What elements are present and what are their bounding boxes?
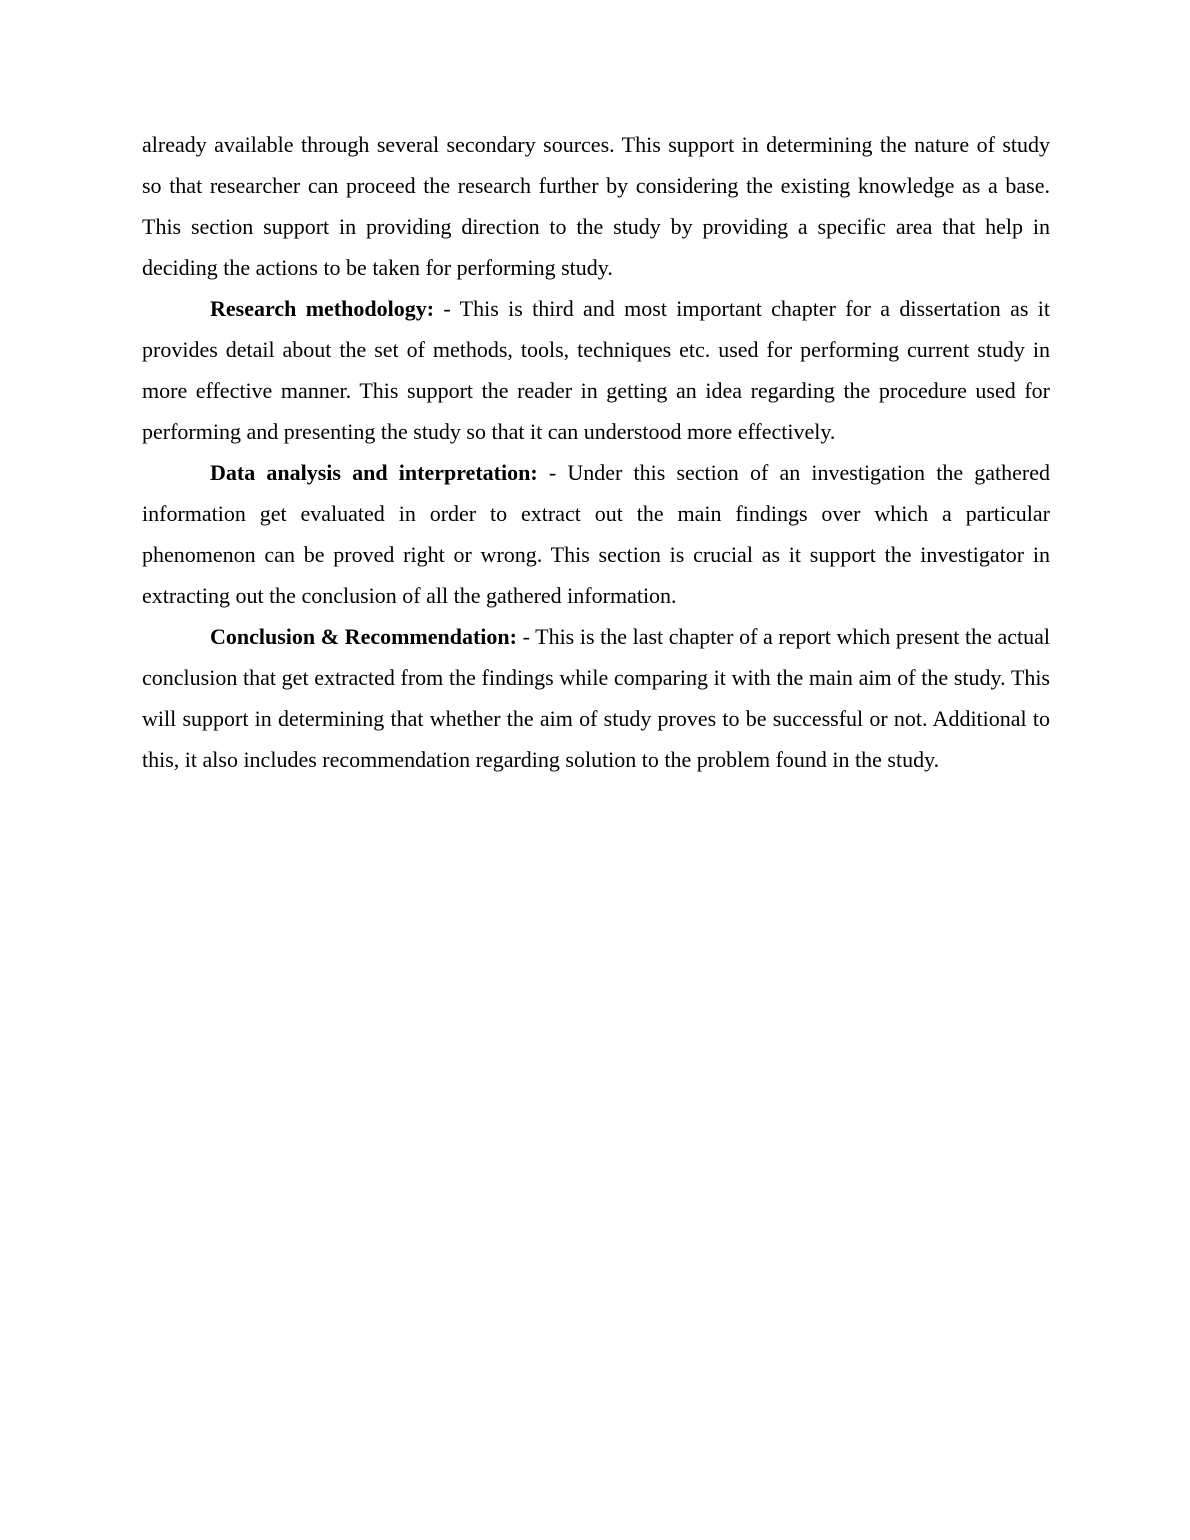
- paragraph-lead-bold: Conclusion & Recommendation:: [210, 624, 517, 649]
- paragraph-research-methodology: [142, 288, 1050, 452]
- paragraph-lead-bold: Research methodology:: [210, 296, 435, 321]
- paragraph-conclusion-recommendation: [142, 616, 1050, 780]
- page-content: [142, 124, 1050, 780]
- paragraph-lead-bold: Data analysis and interpretation:: [210, 460, 538, 485]
- paragraph-body: already available through several secondary sources. This support in determining the nature of study so that researcher can proceed the research further by considering the existing knowledge as a base. This section support in providing direction to the study by providing a specific area that help in deciding the actions to be taken for performing study.: [142, 132, 1050, 280]
- paragraph-body: - This is the last chapter of a report which present the actual conclusion that get extracted from the findings while comparing it with the main aim of the study. This will support in determining that whether the aim of study proves to be successful or not. Additional to this, it also includes recommendation regarding solution to the problem found in the study.: [142, 624, 1051, 772]
- paragraph-data-analysis: [142, 452, 1050, 616]
- paragraph-body: - Under this section of an investigation the gathered information get evaluated in order to extract out the main findings over which a particular phenomenon can be proved right or wrong. This section is crucial as it support the investigator in extracting out the conclusion of all the gathered information.: [142, 460, 1050, 608]
- paragraph-secondary-sources: [142, 124, 1050, 288]
- paragraph-body: - This is third and most important chapter for a dissertation as it provides detail about the set of methods, tools, techniques etc. used for performing current study in more effective manner. This support the reader in getting an idea regarding the procedure used for performing and presenting the study so that it can understood more effectively.: [142, 296, 1051, 444]
